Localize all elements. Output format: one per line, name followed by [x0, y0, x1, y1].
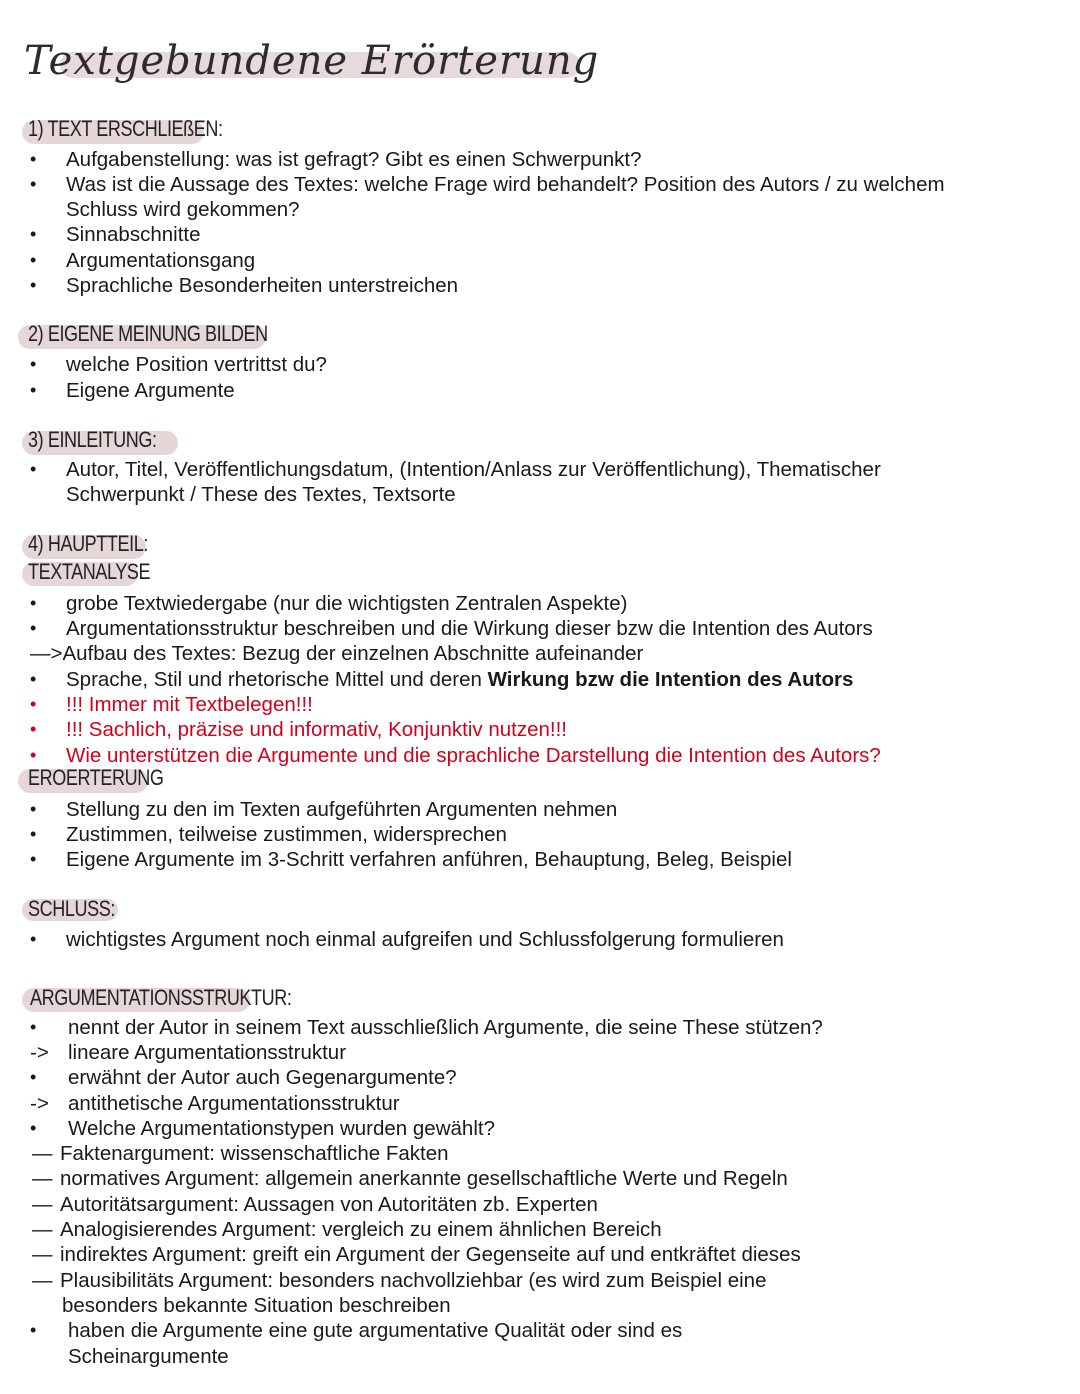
dash: — [32, 1167, 53, 1190]
bullet: • [30, 380, 37, 400]
bullet: • [30, 250, 37, 270]
section-heading-schluss: SCHLUSS: [28, 896, 115, 921]
list-item: wichtigstes Argument noch einmal aufgreifen und Schlussfolgerung formulieren [66, 928, 784, 951]
subheading-textanalyse: TEXTANALYSE [28, 559, 151, 584]
dash: — [32, 1243, 53, 1266]
list-item: Eigene Argumente im 3-Schritt verfahren anführen, Behauptung, Beleg, Beispiel [66, 848, 792, 871]
list-item: welche Position vertrittst du? [66, 353, 327, 376]
list-item-text: Sprache, Stil und rhetorische Mittel und deren [66, 668, 488, 691]
bullet: • [30, 459, 37, 479]
arrow-line: —>Aufbau des Textes: Bezug der einzelnen Abschnitte aufeinander [30, 642, 644, 665]
dash: — [32, 1269, 53, 1292]
bullet: • [30, 719, 37, 739]
list-item: lineare Argumentationsstruktur [68, 1041, 347, 1064]
section-heading-text-erschliessen: 1) TEXT ERSCHLIEßEN: [28, 116, 223, 141]
list-item: Stellung zu den im Texten aufgeführten Argumenten nehmen [66, 798, 618, 821]
list-item [66, 667, 853, 692]
bullet: • [30, 593, 37, 613]
dash: — [32, 1218, 53, 1241]
list-item: Autoritätsargument: Aussagen von Autoritäten zb. Experten [60, 1193, 598, 1216]
bullet: • [30, 149, 37, 169]
bullet: • [30, 669, 37, 689]
list-item: erwähnt der Autor auch Gegenargumente? [68, 1066, 457, 1089]
list-item-continuation: Schwerpunkt / These des Textes, Textsorte [66, 483, 456, 506]
list-item: Sprachliche Besonderheiten unterstreichen [66, 274, 459, 297]
bullet: • [30, 1118, 37, 1138]
bullet: • [30, 174, 37, 194]
bullet: • [30, 1017, 37, 1037]
page-title: Textgebundene Erörterung [24, 38, 600, 84]
bullet: • [30, 849, 37, 869]
section-heading-hauptteil: 4) HAUPTTEIL: [28, 531, 148, 556]
list-item: Eigene Argumente [66, 379, 235, 402]
dash: — [32, 1193, 53, 1216]
list-item: Faktenargument: wissenschaftliche Fakten [60, 1142, 449, 1165]
dash: — [32, 1142, 53, 1165]
list-item: grobe Textwiedergabe (nur die wichtigsten Zentralen Aspekte) [66, 592, 628, 615]
bullet: • [30, 354, 37, 374]
list-item-bold: Wirkung bzw die Intention des Autors [487, 668, 854, 691]
list-item-important: !!! Immer mit Textbelegen!!! [66, 693, 313, 716]
bullet: • [30, 275, 37, 295]
arrow: -> [30, 1092, 49, 1115]
bullet: • [30, 929, 37, 949]
list-item-continuation: Scheinargumente [68, 1345, 229, 1368]
list-item: Sinnabschnitte [66, 223, 201, 246]
bullet: • [30, 824, 37, 844]
list-item: Was ist die Aussage des Textes: welche Frage wird behandelt? Position des Autors / zu welchem [66, 173, 945, 196]
bullet: • [30, 745, 37, 765]
list-item: Analogisierendes Argument: vergleich zu einem ähnlichen Bereich [60, 1218, 662, 1241]
list-item: Aufgabenstellung: was ist gefragt? Gibt es einen Schwerpunkt? [66, 148, 642, 171]
list-item: haben die Argumente eine gute argumentative Qualität oder sind es [68, 1319, 683, 1342]
list-item-continuation: Schluss wird gekommen? [66, 198, 300, 221]
list-item: Autor, Titel, Veröffentlichungsdatum, (Intention/Anlass zur Veröffentlichung), Thematischer [66, 458, 881, 481]
list-item: Zustimmen, teilweise zustimmen, widersprechen [66, 823, 507, 846]
bullet: • [30, 224, 37, 244]
section-heading-einleitung: 3) EINLEITUNG: [28, 427, 157, 452]
list-item: nennt der Autor in seinem Text ausschließlich Argumente, die seine These stützen? [68, 1016, 823, 1039]
bullet: • [30, 799, 37, 819]
list-item: Plausibilitäts Argument: besonders nachvollziehbar (es wird zum Beispiel eine [60, 1269, 767, 1292]
bullet: • [30, 694, 37, 714]
list-item: indirektes Argument: greift ein Argument der Gegenseite auf und entkräftet dieses [60, 1243, 801, 1266]
arrow: -> [30, 1041, 49, 1064]
list-item: Argumentationsstruktur beschreiben und die Wirkung dieser bzw die Intention des Autors [66, 617, 873, 640]
bullet: • [30, 1320, 37, 1340]
section-heading-argumentationsstruktur: ARGUMENTATIONSSTRUKTUR: [30, 985, 292, 1010]
list-item: Welche Argumentationstypen wurden gewählt? [68, 1117, 495, 1140]
section-heading-meinung: 2) EIGENE MEINUNG BILDEN [28, 321, 268, 346]
list-item-continuation: besonders bekannte Situation beschreiben [62, 1294, 451, 1317]
list-item-important: !!! Sachlich, präzise und informativ, Konjunktiv nutzen!!! [66, 718, 567, 741]
list-item: antithetische Argumentationsstruktur [68, 1092, 400, 1115]
subheading-eroerterung: EROERTERUNG [28, 765, 164, 790]
bullet: • [30, 1067, 37, 1087]
list-item: Argumentationsgang [66, 249, 256, 272]
list-item: normatives Argument: allgemein anerkannte gesellschaftliche Werte und Regeln [60, 1167, 788, 1190]
bullet: • [30, 618, 37, 638]
list-item-important: Wie unterstützen die Argumente und die sprachliche Darstellung die Intention des Autors? [66, 744, 881, 767]
